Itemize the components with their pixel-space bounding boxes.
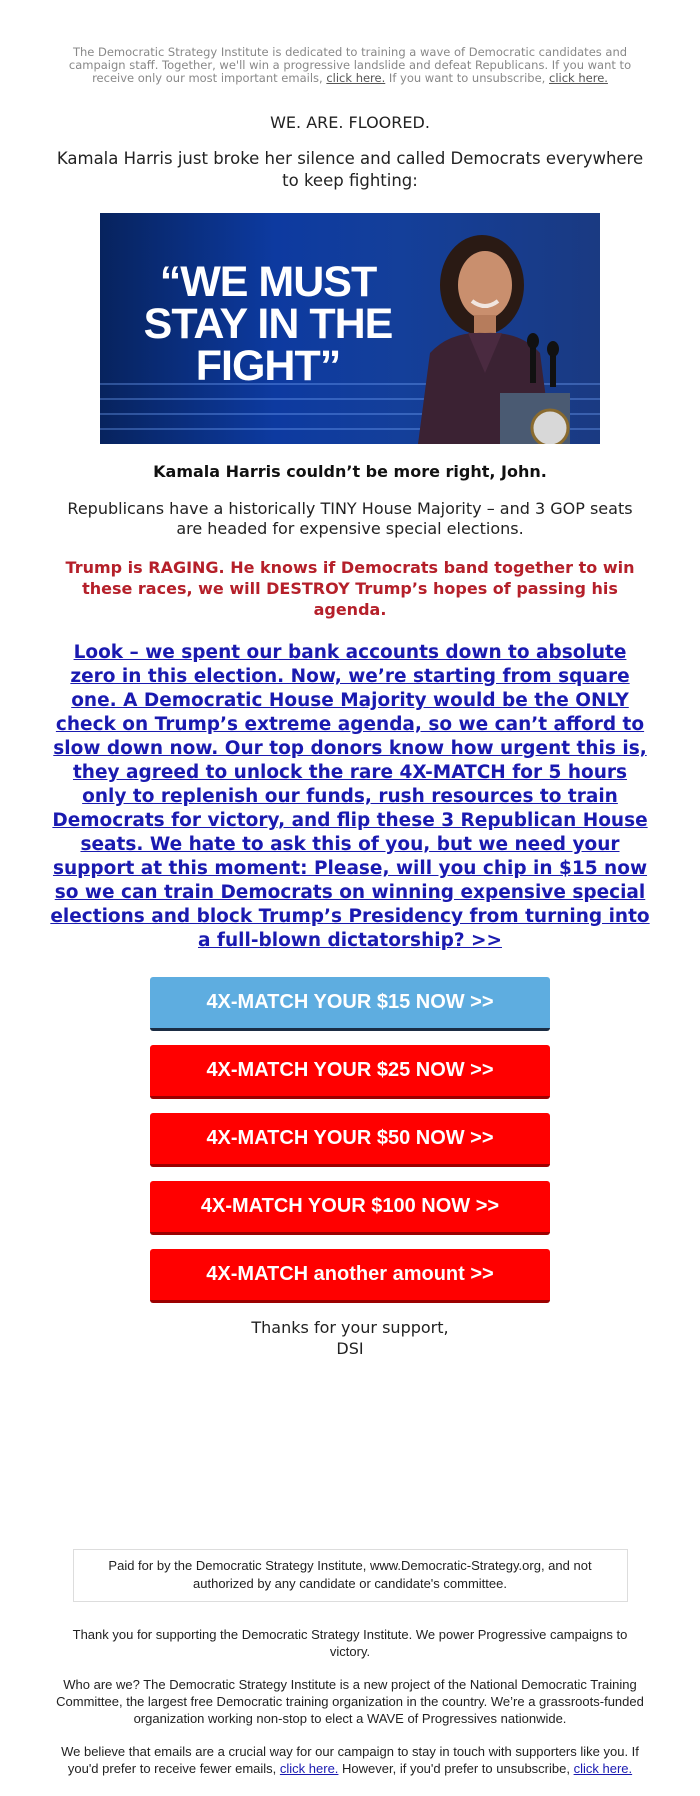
donate-50-button[interactable]: 4X-MATCH YOUR $50 NOW >> bbox=[150, 1113, 550, 1167]
donate-25-button[interactable]: 4X-MATCH YOUR $25 NOW >> bbox=[150, 1045, 550, 1099]
donate-other-amount-button[interactable]: 4X-MATCH another amount >> bbox=[150, 1249, 550, 1303]
sign-off bbox=[50, 1317, 650, 1359]
footer-email-prefs-mid: However, if you'd prefer to unsubscribe, bbox=[338, 1761, 570, 1776]
donation-buttons bbox=[150, 977, 550, 1303]
footer-unsubscribe-link[interactable]: click here. bbox=[573, 1761, 633, 1776]
hero-quote-line: “WE MUST bbox=[159, 258, 377, 306]
sign-off-signature: DSI bbox=[336, 1339, 364, 1358]
intro-text: Kamala Harris just broke her silence and called Democrats everywhere to keep fighting: bbox=[56, 149, 644, 190]
hero-image[interactable] bbox=[100, 213, 600, 444]
preheader-text: The Democratic Strategy Institute is dedicated to training a wave of Democratic candidates and campaign staff. Together, we'll win a progressive landslide and defeat Republicans. If you want to receive only our most important emails, bbox=[68, 45, 632, 85]
footer-email-prefs bbox=[55, 1743, 645, 1777]
body-paragraph: Republicans have a historically TINY House Majority – and 3 GOP seats are headed for expensive special elections. bbox=[67, 499, 633, 538]
donate-appeal-link[interactable]: Look – we spent our bank accounts down to absolute zero in this election. Now, we’re starting from square one. A Democratic House Majority would be the ONLY check on Trump’s extreme agenda, so we can’t afford to slow down now. Our top donors know how urgent this is, they agreed to unlock the rare 4X-MATCH for 5 hours only to replenish our funds, rush resources to train Democrats for victory, and flip these 3 Republican House seats. We hate to ask this of you, but we need your support at this moment: Please, will you chip in $15 now so we can train Democrats on winning expensive special elections and block Trump’s Presidency from turning into a full-blown dictatorship? >> bbox=[50, 642, 650, 951]
footer-about: Who are we? The Democratic Strategy Institute is a new project of the National Democratic Training Committee, the largest free Democratic training organization in the country. We’re a grassroots-funded organization working non-stop to elect a WAVE of Progressives nationwide. bbox=[56, 1677, 644, 1726]
donate-100-button[interactable]: 4X-MATCH YOUR $100 NOW >> bbox=[150, 1181, 550, 1235]
preheader-fewer-emails-link[interactable]: click here. bbox=[326, 71, 386, 85]
hero-quote-line: FIGHT” bbox=[195, 342, 341, 390]
hero-quote-line: STAY IN THE bbox=[143, 300, 393, 348]
email-body bbox=[50, 0, 650, 1777]
alert-text: Trump is RAGING. He knows if Democrats band together to win these races, we will DESTROY Trump’s hopes of passing his agenda. bbox=[65, 558, 635, 619]
preheader-unsubscribe-link[interactable]: click here. bbox=[549, 71, 608, 85]
footer-email-prefs-text: We believe that emails are a crucial way for our campaign to stay in touch with supporters like you. If you'd prefer to receive fewer emails, bbox=[61, 1744, 639, 1776]
sign-off-line: Thanks for your support, bbox=[251, 1318, 449, 1337]
paid-for-by-disclaimer: Paid for by the Democratic Strategy Institute, www.Democratic-Strategy.org, and not authorized by any candidate or candidate's committee. bbox=[73, 1549, 628, 1602]
preheader bbox=[50, 0, 650, 85]
preheader-middle-text: If you want to unsubscribe, bbox=[385, 71, 546, 85]
donate-15-button[interactable]: 4X-MATCH YOUR $15 NOW >> bbox=[150, 977, 550, 1031]
footer-thanks: Thank you for supporting the Democratic Strategy Institute. We power Progressive campaigns to victory. bbox=[72, 1627, 628, 1659]
subhead: Kamala Harris couldn’t be more right, John. bbox=[153, 462, 547, 481]
hero-quote bbox=[118, 258, 418, 390]
headline: WE. ARE. FLOORED. bbox=[270, 113, 430, 132]
speaker-photo bbox=[390, 223, 570, 444]
footer-fewer-emails-link[interactable]: click here. bbox=[279, 1761, 339, 1776]
